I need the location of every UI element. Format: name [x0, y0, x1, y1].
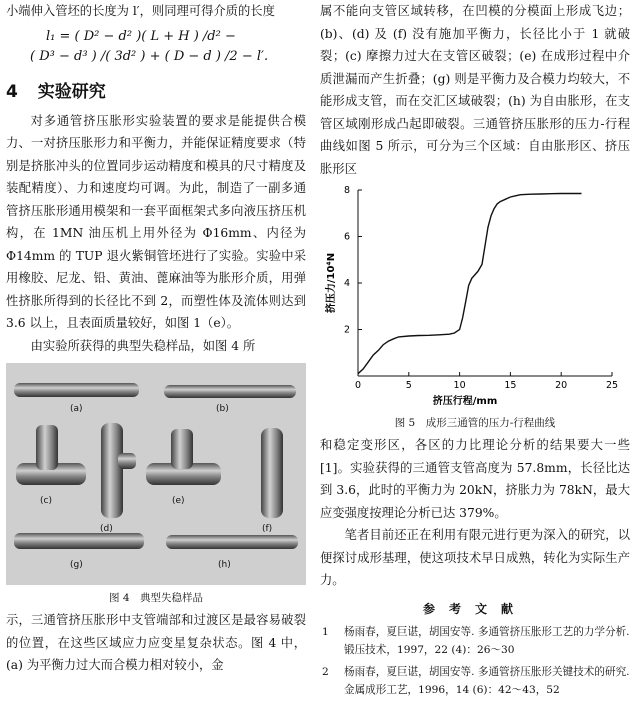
figure-4-label-h: (h) [218, 560, 231, 570]
y-tick-label: 6 [343, 231, 350, 243]
pressure-stroke-chart [320, 180, 630, 412]
formula-line-1: l₁ = ( D² − d² )( L + H ) /d² − [46, 28, 236, 44]
paragraph-future-work: 笔者目前还正在利用有限元进行更为深入的研究，以便探讨成形基理，使这项技术早日成熟，转化为实际生产力。 [320, 528, 630, 587]
figure-5-chart [320, 180, 630, 412]
x-tick-label: 0 [354, 380, 362, 391]
section-heading [6, 77, 306, 102]
paragraph-samples-intro: 由实验所获得的典型失稳样品，如图 4 所 [30, 338, 256, 353]
figure-4-caption: 图 4 典型失稳样品 [108, 592, 204, 604]
y-tick-label: 8 [343, 185, 350, 196]
y-tick-label: 4 [343, 278, 350, 289]
right-column [320, 0, 630, 699]
x-tick-label: 25 [605, 380, 619, 391]
reference-number: 1 [322, 625, 329, 638]
paragraph-failure-modes: 属不能向支管区域转移，在凹模的分模面上形成飞边；(b)、(d) 及 (f) 没有施加平衡力，长径比小于 1 就破裂；(c) 摩擦力过大在支管区破裂；(e) 在成形过程中介质泄漏而产生折叠；(g) 则是平衡力及合模力均较大，不能形成支管，而在交汇区域破裂；(h) 为自由胀形，在支管区域刚形成凸起即破裂。三通管挤压胀形的压力-行程曲线如图 5 所示，可分为三个区域：自由胀形区、挤压胀形区 [320, 4, 630, 176]
reference-number: 2 [322, 665, 329, 678]
paragraph-results: 和稳定变形区，各区的力比理论分析的结果要大一些[1]。实验获得的三通管支管高度为 57.8mm，长径比达到 3.6，此时的平衡力为 20kN，挤胀力为 78kN，最大应变强度按理论分析已达 379%。 [320, 438, 630, 520]
section-number: 4 [6, 81, 18, 102]
section-title: 实验研究 [37, 81, 106, 102]
x-tick-label: 10 [453, 380, 466, 391]
reference-text: 杨雨春，夏巨谌，胡国安等. 多通管挤压胀形工艺的力学分析. 锻压技术，1997，22 (4)：26～30 [344, 625, 630, 656]
reference-item [320, 663, 630, 699]
figure-4-label-f: (f) [262, 524, 273, 534]
x-axis-label: 挤压行程/mm [432, 396, 498, 407]
reference-item [320, 623, 630, 659]
figure-4-label-a: (a) [70, 404, 83, 414]
paragraph-samples-analysis: 示，三通管挤压胀形中支管端部和过渡区是最容易破裂的位置，在这些区域应力应变星复杂状态。图 4 中，(a) 为平衡力过大而合模力相对较小，金 [6, 613, 306, 672]
series-line [358, 194, 582, 374]
y-axis-label: 挤压力/10⁴N [326, 252, 337, 314]
reference-text: 杨雨春，夏巨谌，胡国安等. 多通管挤压胀形关键技术的研究. 金属成形工艺，1996，14 (6)：42～43，52 [344, 665, 630, 696]
formula-line-2: ( D³ − d³ ) /( 3d² ) + ( D − d ) /2 − l′. [30, 48, 269, 64]
figure-4-label-e: (e) [172, 496, 185, 506]
figure-4-illustration [6, 363, 306, 585]
figure-4-label-b: (b) [216, 404, 229, 414]
x-tick-label: 5 [405, 380, 412, 391]
figure-4-label-d: (d) [100, 524, 113, 534]
y-tick-label: 2 [343, 324, 350, 336]
figure-4-label-g: (g) [70, 560, 83, 570]
figure-4-label-c: (c) [40, 496, 52, 506]
x-tick-label: 15 [504, 380, 517, 391]
x-tick-label: 20 [555, 380, 568, 391]
left-column [6, 0, 306, 677]
figure-4-photo [6, 363, 306, 585]
figure-5-caption: 图 5 成形三通管的压力-行程曲线 [394, 417, 556, 429]
paragraph-experiment: 对多通管挤压胀形实验装置的要求是能提供合模力、一对挤压胀形力和平衡力，并能保证精度要求（特别是挤胀冲头的位置同步运动精度和模具的尺寸精度及装配精度）、力和速度均可调。为此，制造了一副多通管挤压胀形通用模架和一套平面框架式多向液压挤压机构，在 1MN 油压机上用外径为 Φ16mm、内径为 Φ14mm 的 TUP 退火紫铜管坯进行了实验。实验中采用橡胶、尼龙、铅、黄油、蓖麻油等为胀形介质，用弹性挤胀所得到的长径比不到 2，而塑性体及流体则达到 3.6 以上，且表面质量较好，如图 1（e）。 [6, 113, 306, 330]
intro-text: 小端伸入管坯的长度为 l′，则同理可得介质的长度 [6, 4, 275, 18]
references-heading: 参考文献 [422, 601, 527, 616]
